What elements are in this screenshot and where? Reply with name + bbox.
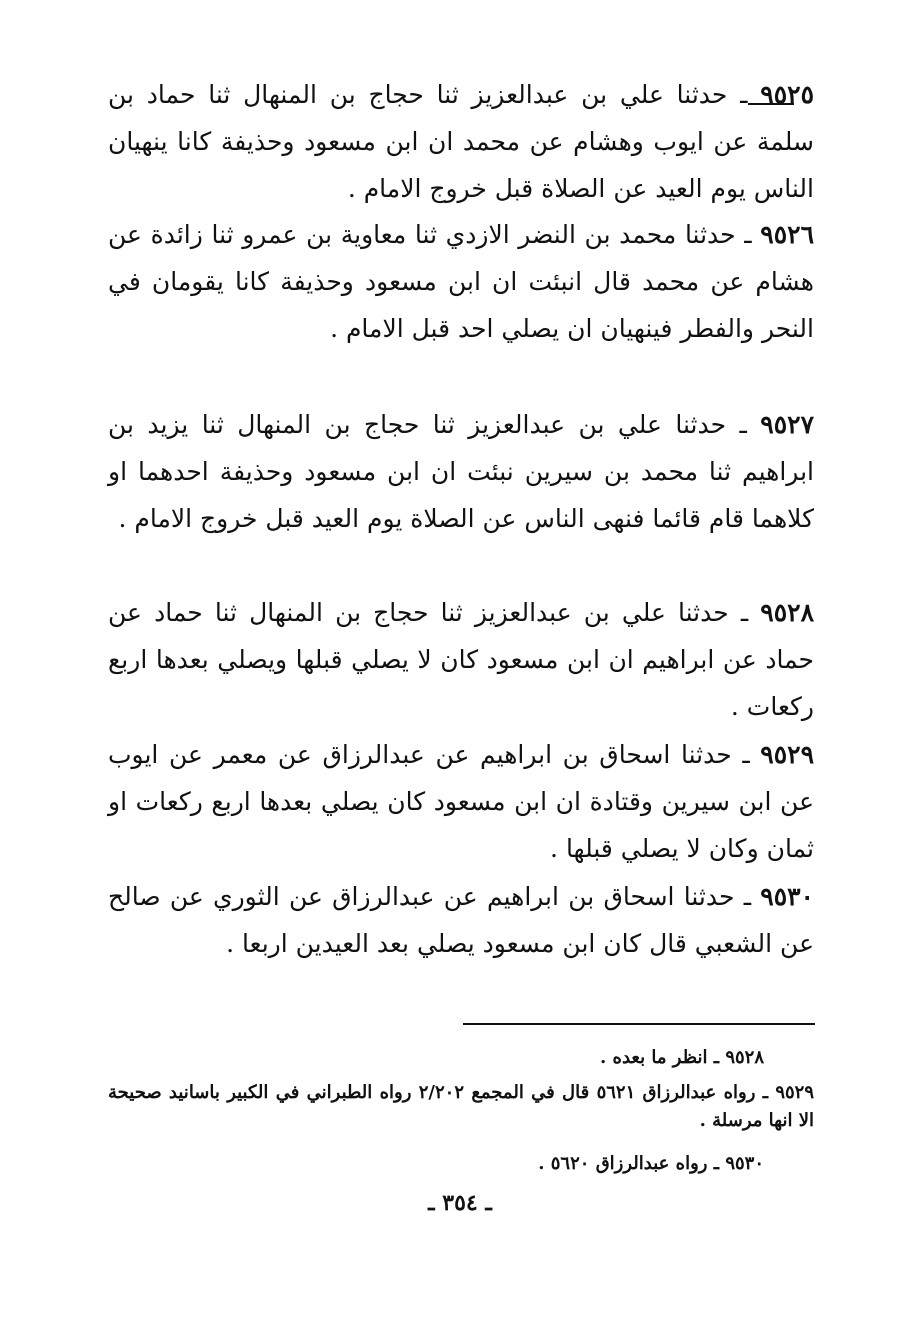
hadith-number: ٩٥٣٠	[760, 882, 814, 911]
hadith-number: ٩٥٢٩	[760, 740, 815, 769]
hadith-text: حدثنا اسحاق بن ابراهيم عن عبدالرزاق عن الثوري عن صالح عن الشعبي قال كان ابن مسعود يصلي بعد العيدين اربعا .	[108, 882, 814, 958]
hadith-dash: ـ	[742, 740, 750, 769]
hadith-dash: ـ	[743, 882, 752, 911]
hadith-dash: ـ	[740, 80, 748, 109]
hadith-text: حدثنا اسحاق بن ابراهيم عن عبدالرزاق عن معمر عن ايوب عن ابن سيرين وقتادة ان ابن مسعود كان يصلي بعدها اربع ركعات او ثمان وكان لا يصلي قبلها .	[108, 740, 814, 863]
footnote-dash: ـ	[762, 1082, 768, 1103]
footnote-text: انظر ما بعده .	[600, 1047, 708, 1068]
footnote-9530	[108, 1150, 814, 1178]
footnote-text: رواه عبدالرزاق ٥٦٢١ قال في المجمع ٢/٢٠٢ رواه الطبراني في الكبير باسانيد صحيحة الا انها مرسلة .	[108, 1082, 814, 1131]
hadith-9529	[108, 731, 814, 872]
footnote-number: ٩٥٢٨	[725, 1047, 764, 1068]
footnote-separator	[463, 1023, 815, 1025]
hadith-9525	[108, 71, 814, 212]
footnote-9529	[108, 1079, 814, 1135]
hadith-number: ٩٥٢٨	[760, 598, 814, 627]
footnote-9528	[108, 1044, 814, 1072]
footnote-number: ٩٥٣٠	[725, 1153, 764, 1174]
hadith-number: ٩٥٢٦	[760, 220, 814, 249]
footnote-number: ٩٥٢٩	[775, 1082, 814, 1103]
footnote-dash: ـ	[713, 1153, 720, 1174]
hadith-9526	[108, 211, 814, 352]
hadith-9528	[108, 589, 814, 730]
hadith-9527	[108, 401, 814, 542]
hadith-number: ٩٥٢٧	[760, 410, 814, 439]
hadith-dash: ـ	[744, 220, 752, 249]
footnote-dash: ـ	[713, 1047, 720, 1068]
page-number: ـ ٣٥٤ ـ	[428, 1190, 492, 1216]
hadith-number: ٩٥٢٥	[760, 80, 815, 109]
hadith-text: حدثنا علي بن عبدالعزيز ثنا حجاج بن المنهال ثنا حماد بن سلمة عن ايوب وهشام عن محمد ان ابن مسعود وحذيفة كانا ينهيان الناس يوم العيد عن الصلاة قبل خروج الامام .	[108, 80, 814, 203]
hadith-text: حدثنا محمد بن النضر الازدي ثنا معاوية بن عمرو ثنا زائدة عن هشام عن محمد قال انبئت ان ابن مسعود وحذيفة كانا يقومان في النحر والفطر فينهيان ان يصلي احد قبل الامام .	[108, 220, 814, 343]
footnote-text: رواه عبدالرزاق ٥٦٢٠ .	[538, 1153, 708, 1174]
hadith-dash: ـ	[739, 410, 747, 439]
hadith-text: حدثنا علي بن عبدالعزيز ثنا حجاج بن المنهال ثنا حماد عن حماد عن ابراهيم ان ابن مسعود كان لا يصلي قبلها ويصلي بعدها اربع ركعات .	[108, 598, 814, 721]
hadith-9530	[108, 873, 814, 967]
hadith-dash: ـ	[740, 598, 749, 627]
hadith-text: حدثنا علي بن عبدالعزيز ثنا حجاج بن المنهال ثنا يزيد بن ابراهيم ثنا محمد بن سيرين نبئت ان ابن مسعود وحذيفة احدهما او كلاهما قام قائما فنهى الناس عن الصلاة يوم العيد قبل خروج الامام .	[108, 410, 814, 533]
